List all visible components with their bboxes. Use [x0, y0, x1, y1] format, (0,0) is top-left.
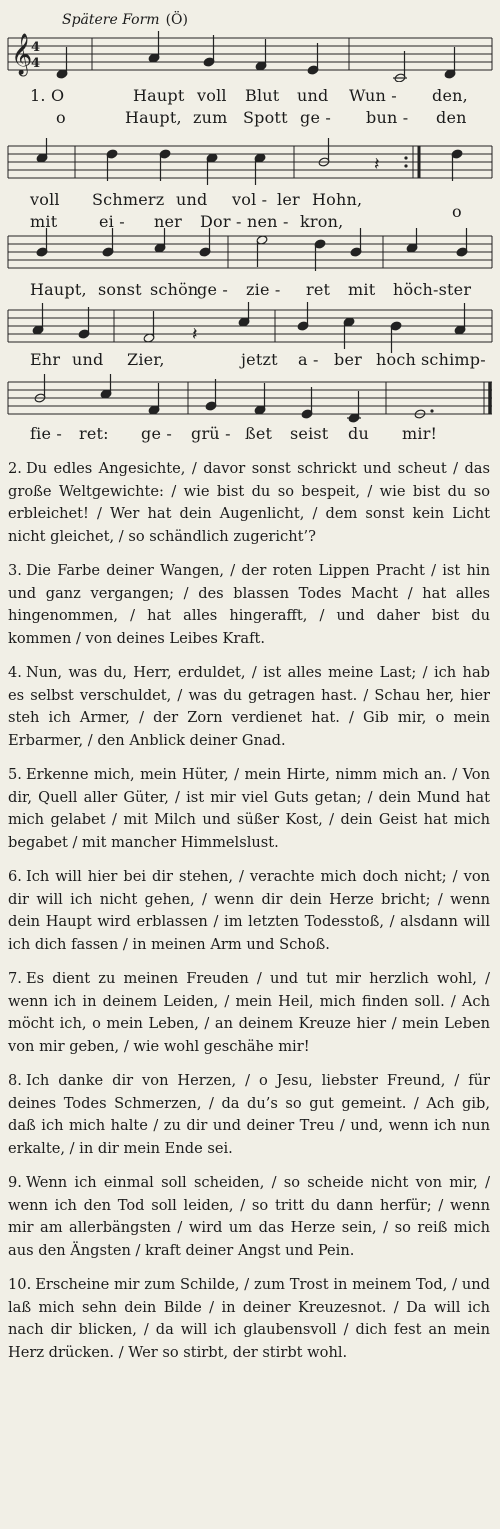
lyric-syllable: mir!	[402, 424, 438, 443]
lyric-syllable: hoch	[376, 350, 417, 369]
verse-number: 5.	[8, 766, 22, 783]
verse-6	[8, 866, 490, 956]
lyric-syllable: ler	[277, 190, 300, 209]
verse-text: Ich danke dir von Herzen, / o Jesu, liebster Freund, / für deines Todes Schmerzen, / da du’s so gut gemeint. / Ach gib, daß ich mich halte / zu dir und deiner Treu / und, wenn ich nun erkalte, / in dir mein Ende sei.	[8, 1072, 490, 1157]
lyric-line-2a	[0, 190, 500, 212]
lyric-syllable: du	[348, 424, 369, 443]
lyric-syllable: o	[56, 108, 66, 127]
hymn-title	[62, 12, 188, 28]
lyric-syllable: ßet	[245, 424, 273, 443]
lyric-syllable: Haupt,	[125, 108, 182, 127]
verse-2	[8, 458, 490, 548]
lyric-syllable: nen -	[247, 212, 289, 231]
lyric-syllable: schön	[150, 280, 199, 299]
lyric-syllable: und	[72, 350, 104, 369]
verse-text: Ich will hier bei dir stehen, / verachte mich doch nicht; / von dir will ich nicht gehen, / wenn dir dein Herze bricht; / wenn dein Haupt wird erblassen / im letzten Todesstoß, / alsdann will ich dich fassen / in meinen Arm und Schoß.	[8, 868, 490, 953]
title-source: (Ö)	[165, 12, 188, 28]
lyric-line-1b	[0, 108, 500, 130]
lyric-line-3	[0, 280, 500, 302]
verse-5	[8, 764, 490, 854]
lyric-line-1a	[0, 86, 500, 108]
lyric-syllable: Schmerz	[92, 190, 165, 209]
verse-number: 2.	[8, 460, 22, 477]
lyric-line-5	[0, 424, 500, 446]
verse-number: 3.	[8, 562, 22, 579]
lyric-syllable: o	[452, 202, 462, 221]
lyric-syllable: höch-ster	[393, 280, 472, 299]
verse-text: Erkenne mich, mein Hüter, / mein Hirte, nimm mich an. / Von dir, Quell aller Güter, / ist mir viel Guts getan; / dein Mund hat mich gelabet / mit Milch und süßer Kost, / dein Geist hat mich begabet / mit mancher Himmelslust.	[8, 766, 490, 851]
lyric-syllable: Zier,	[127, 350, 165, 369]
lyric-syllable: Ehr	[30, 350, 61, 369]
lyric-syllable: grü -	[191, 424, 231, 443]
lyric-syllable: Blut	[245, 86, 280, 105]
lyric-syllable: ge -	[300, 108, 332, 127]
lyric-syllable: Haupt	[133, 86, 185, 105]
lyric-syllable: sonst	[98, 280, 142, 299]
lyric-syllable: Wun -	[349, 86, 397, 105]
lyric-syllable: ret	[306, 280, 331, 299]
lyric-syllable: und	[297, 86, 329, 105]
title-text: Spätere Form	[62, 12, 160, 28]
lyric-syllable: seist	[290, 424, 329, 443]
dot-icon	[430, 409, 433, 412]
verse-number: 4.	[8, 664, 22, 681]
verse-3	[8, 560, 490, 650]
lyric-syllable: Hohn,	[312, 190, 363, 209]
lyric-syllable: Dor -	[200, 212, 242, 231]
lyric-syllable: Spott	[243, 108, 288, 127]
music-staff-2	[0, 138, 500, 190]
lyric-syllable: jetzt	[241, 350, 278, 369]
verse-text: Die Farbe deiner Wangen, / der roten Lippen Pracht / ist hin und ganz vergangen; / des blassen Todes Macht / hat alles hingenommen, / hat alles hingerafft, / und daher bist du kommen / von deines Leibes Kraft.	[8, 562, 490, 647]
quarter-rest-icon: 𝄽	[374, 154, 380, 175]
verse-text: Es dient zu meinen Freuden / und tut mir herzlich wohl, / wenn ich in deinem Leiden, / mein Heil, mich finden soll. / Ach möcht ich, o mein Leben, / an deinem Kreuze hier / mein Leben von mir geben, / wie wohl geschähe mir!	[8, 970, 490, 1055]
verse-9	[8, 1172, 490, 1262]
verse-4	[8, 662, 490, 752]
verse-number: 10.	[8, 1276, 32, 1293]
lyric-syllable: voll	[30, 190, 60, 209]
lyric-syllable: 1. O	[30, 86, 65, 105]
verse-10	[8, 1274, 490, 1364]
verse-text: Erscheine mir zum Schilde, / zum Trost in meinem Tod, / und laß mich sehn dein Bilde / in deiner Kreuzesnot. / Da will ich nach dir blicken, / da will ich glaubensvoll / dich fest an mein Herz drücken. / Wer so stirbt, der stirbt wohl.	[8, 1276, 490, 1361]
lyric-syllable: zie -	[246, 280, 281, 299]
verse-number: 6.	[8, 868, 22, 885]
lyric-syllable: voll	[197, 86, 227, 105]
time-sig-bottom: 4	[31, 56, 41, 71]
lyric-syllable: und	[176, 190, 208, 209]
lyric-syllable: ret:	[79, 424, 109, 443]
quarter-rest-icon: 𝄽	[192, 324, 198, 345]
verse-number: 8.	[8, 1072, 22, 1089]
lyric-syllable: Haupt,	[30, 280, 87, 299]
lyric-syllable: fie -	[30, 424, 62, 443]
music-staff-5	[0, 374, 500, 426]
lyric-syllable: a -	[298, 350, 319, 369]
music-staff-4	[0, 302, 500, 354]
lyric-syllable: bun -	[366, 108, 409, 127]
lyric-line-4	[0, 350, 500, 372]
verse-text: Nun, was du, Herr, erduldet, / ist alles meine Last; / ich hab es selbst verschuldet, / was du getragen hast. / Schau her, hier steh ich Armer, / der Zorn verdienet hat. / Gib mir, o mein Erbarmer, / den Anblick deiner Gnad.	[8, 664, 490, 749]
lyric-syllable: kron,	[300, 212, 344, 231]
verse-number: 9.	[8, 1174, 22, 1191]
verse-number: 7.	[8, 970, 22, 987]
lyric-syllable: ge -	[197, 280, 229, 299]
verse-text: Wenn ich einmal soll scheiden, / so scheide nicht von mir, / wenn ich den Tod soll leiden, / so tritt du dann herfür; / wenn mir am allerbängsten / wird um das Herze sein, / so reiß mich aus den Ängsten / kraft deiner Angst und Pein.	[8, 1174, 490, 1259]
lyric-syllable: schimp-	[421, 350, 486, 369]
lyric-syllable: vol -	[232, 190, 268, 209]
lyric-syllable: mit	[30, 212, 58, 231]
lyric-syllable: mit	[348, 280, 376, 299]
verse-text: Du edles Angesichte, / davor sonst schrickt und scheut / das große Weltgewichte: / wie bist du so bespeit, / wie bist du so erbleichet! / Wer hat dein Augenlicht, / dem sonst kein Licht nicht gleichet, / so schändlich zugericht’?	[8, 460, 490, 545]
treble-clef-icon: 𝄞	[11, 34, 33, 75]
lyric-syllable: ge -	[141, 424, 173, 443]
verses-block	[8, 458, 490, 1376]
music-staff-3	[0, 228, 500, 280]
verse-7	[8, 968, 490, 1058]
lyric-syllable: den	[436, 108, 467, 127]
verse-8	[8, 1070, 490, 1160]
lyric-syllable: ner	[154, 212, 183, 231]
lyric-syllable: ber	[334, 350, 362, 369]
time-sig-top: 4	[31, 40, 41, 55]
lyric-syllable: zum	[193, 108, 228, 127]
lyric-syllable: ei -	[99, 212, 125, 231]
lyric-syllable: den,	[432, 86, 468, 105]
music-staff-1	[0, 30, 500, 82]
